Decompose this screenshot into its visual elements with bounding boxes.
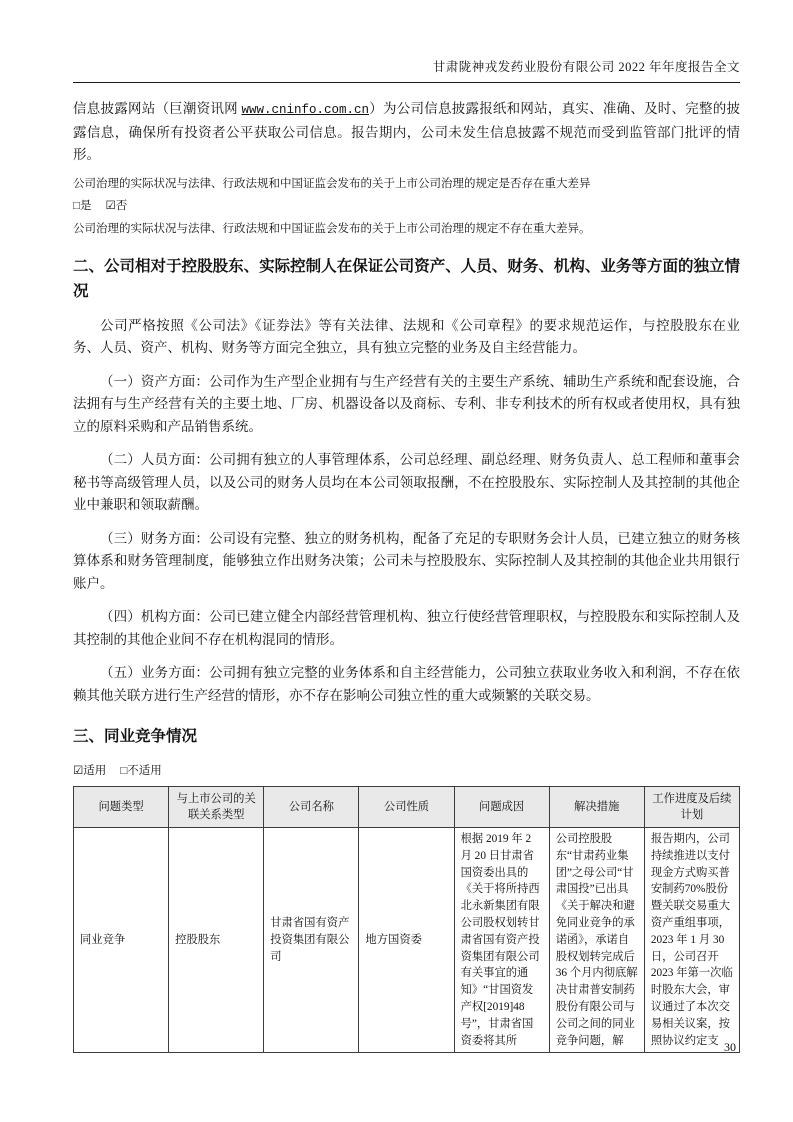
checkbox-applicable-checked: ☑适用 [73,765,107,777]
cell-progress-plan: 报告期内，公司持续推进以支付现金方式购买普安制药70%股份暨关联交易重大资产重组事项，2023 年 1 月 30 日，公司召开 2023 年第一次临时股东大会，审议通过了本次交易相关议案，按照协议约定支 [644,828,739,1053]
section-title-independence: 二、公司相对于控股股东、实际控制人在保证公司资产、人员、财务、机构、业务等方面的独立情况 [73,257,740,300]
cell-issue-type: 同业竞争 [74,828,169,1053]
competition-table-header-row [74,787,740,828]
independence-paragraph-business: （五）业务方面：公司拥有独立完整的业务体系和自主经营能力，公司独立获取业务收入和利润，不存在依赖其他关联方进行生产经营的情形，亦不存在影响公司独立性的重大或频繁的关联交易。 [73,665,740,703]
independence-paragraph-personnel: （二）人员方面：公司拥有独立的人事管理体系，公司总经理、副总经理、财务负责人、总工程师和董事会秘书等高级管理人员，以及公司的财务人员均在本公司领取报酬，不在控股股东、实际控制人及其控制的其他企业中兼职和领取薪酬。 [73,452,740,512]
cell-company-nature: 地方国资委 [359,828,454,1053]
th-company-nature: 公司性质 [359,787,454,828]
cell-relation-type: 控股股东 [169,828,264,1053]
competition-table-data-row [74,828,740,1053]
th-progress-plan: 工作进度及后续计划 [644,787,739,828]
disclosure-paragraph [73,98,740,167]
checkbox-not-applicable: □不适用 [120,765,162,777]
disclosure-text-before-url: 信息披露网站（巨潮资讯网 [73,101,242,116]
governance-question: 公司治理的实际状况与法律、行政法规和中国证监会发布的关于上市公司治理的规定是否存在重大差异 [73,177,591,190]
th-relation-type: 与上市公司的关联关系类型 [169,787,264,828]
governance-answer: 公司治理的实际状况与法律、行政法规和中国证监会发布的关于上市公司治理的规定不存在重大差异。 [73,222,591,235]
governance-difference-block [73,177,740,237]
cell-issue-cause: 根据 2019 年 2 月 20 日甘肃省国资委出具的《关于将所持西北永新集团有限公司股权划转甘肃省国有资产投资集团有限公司有关事宜的通知》“甘国资发产权[2019]48 号”，甘肃省国资委将其所 [454,828,549,1053]
governance-checkbox-row [73,199,740,214]
independence-paragraph-assets: （一）资产方面：公司作为生产型企业拥有与生产经营有关的主要生产系统、辅助生产系统和配套设施，合法拥有与生产经营有关的主要土地、厂房、机器设备以及商标、专利、非专利技术的所有权或者使用权，具有独立的原料采购和产品销售系统。 [73,373,740,434]
th-issue-type: 问题类型 [74,787,169,828]
checkbox-yes: □是 [73,200,92,212]
disclosure-text-after-url: ）为公司信息披露报纸和网站，真实、准确、及时、完整的披露信息，确保所有投资者公平获取公司信息。报告期内，公司未发生信息披露不规范而受到监管部门批评的情形。 [73,101,741,162]
cninfo-url-link[interactable]: www.cninfo.com.cn [241,103,370,117]
competition-table [73,786,740,1053]
independence-paragraph-overview: 公司严格按照《公司法》《证券法》等有关法律、法规和《公司章程》的要求规范运作，与控股股东在业务、人员、资产、机构、财务等方面完全独立，具有独立完整的业务及自主经营能力。 [73,317,740,355]
section-title-competition: 三、同业竞争情况 [73,728,198,745]
checkbox-no-checked: ☑否 [105,200,128,212]
th-solution: 解决措施 [549,787,644,828]
independence-paragraph-finance: （三）财务方面：公司设有完整、独立的财务机构，配备了充足的专职财务会计人员，已建立独立的财务核算体系和财务管理制度，能够独立作出财务决策；公司未与控股股东、实际控制人及其控制的其他企业共用银行账户。 [73,530,740,591]
page-number: 30 [724,1040,736,1054]
independence-paragraph-organization: （四）机构方面：公司已建立健全内部经营管理机构、独立行使经营管理职权，与控股股东和实际控制人及其控制的其他企业间不存在机构混同的情形。 [73,609,740,647]
page-content [73,0,740,1053]
th-issue-cause: 问题成因 [454,787,549,828]
document-header [73,57,740,83]
cell-solution: 公司控股股东“甘肃药业集团”之母公司“甘肃国投”已出具《关于解决和避免同业竞争的承诺函》，承诺自股权划转完成后 36 个月内彻底解决甘肃普安制药股份有限公司与公司之间的同业竞争问题，解 [549,828,644,1053]
th-company-name: 公司名称 [264,787,359,828]
report-title: 甘肃陇神戎发药业股份有限公司 2022 年年度报告全文 [432,60,740,74]
applicable-checkbox-row [73,762,740,778]
cell-company-name: 甘肃省国有资产投资集团有限公司 [264,828,359,1053]
